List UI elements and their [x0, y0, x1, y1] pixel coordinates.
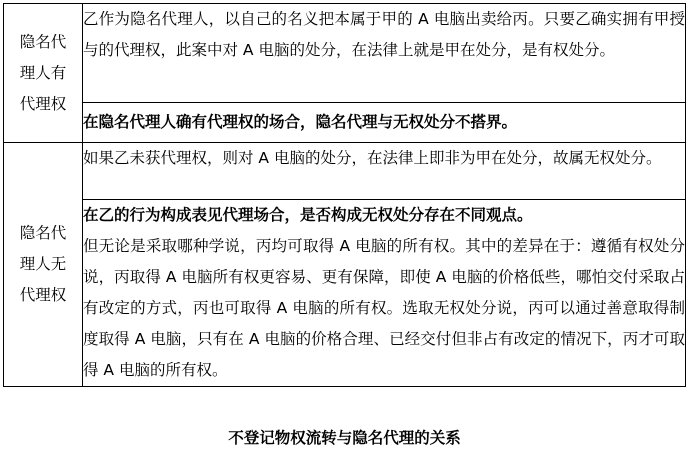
label-line: 代理权 [19, 286, 67, 304]
label-line: 理人无 [19, 255, 67, 273]
content-cell [83, 200, 686, 387]
row-label-has-authority [4, 4, 83, 143]
label-line: 理人有 [19, 63, 67, 82]
relation-table [3, 3, 686, 387]
no-authority-explanation: 如果乙未获代理权，则对 A 电脑的处分，在法律上即非为甲在处分，故属无权处分。 [83, 149, 662, 167]
has-authority-explanation: 乙作为隐名代理人，以自己的名义把本属于甲的 A 电脑出卖给丙。只要乙确实拥有甲授与的代理权，此案中对 A 电脑的处分，在法律上就是甲在处分，是有权处分。 [83, 10, 685, 59]
table-row [4, 4, 686, 103]
table-row [4, 200, 686, 387]
content-cell [83, 4, 686, 103]
apparent-agency-heading: 在乙的行为构成表见代理场合，是否构成无权处分存在不同观点。 [83, 206, 533, 224]
table-row [4, 103, 686, 143]
label-line: 隐名代 [19, 224, 67, 242]
row-label-no-authority [4, 143, 83, 387]
apparent-agency-detail: 但无论是采取哪种学说，丙均可取得 A 电脑的所有权。其中的差异在于：遵循有权处分说，丙取得 A 电脑所有权更容易、更有保障，即使 A 电脑的价格低些，哪怕交付采取占有改定的方式，丙也可取得 A 电脑的所有权。选取无权处分说，丙可以通过善意取得制度取得 A 电脑，只有在 A 电脑的价格合理、已经交付但非占有改定的情况下，丙才可取得 A 电脑的所有权。 [83, 237, 685, 379]
content-cell [83, 143, 686, 200]
label-line: 隐名代 [19, 32, 67, 51]
table-row [4, 143, 686, 200]
has-authority-conclusion: 在隐名代理人确有代理权的场合，隐名代理与无权处分不搭界。 [83, 113, 518, 131]
label-line: 代理权 [19, 94, 67, 113]
table-caption: 不登记物权流转与隐名代理的关系 [228, 429, 461, 447]
content-cell [83, 103, 686, 143]
